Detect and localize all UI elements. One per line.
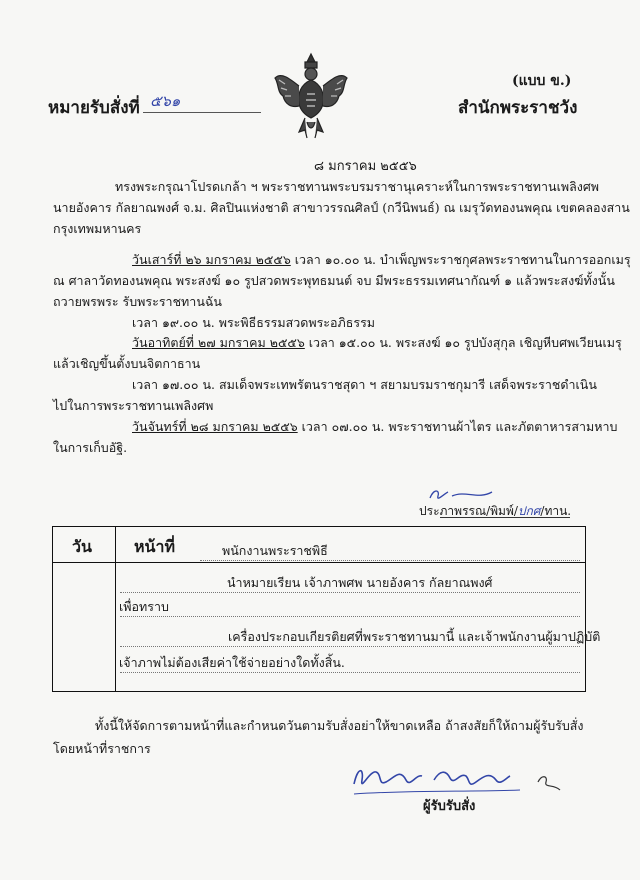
schedule-1-text: เวลา ๑๐.๐๐ น. บำเพ็ญพระราชกุศลพระราชทานในการออกเมรุ xyxy=(290,252,631,267)
duty-row-1-dots xyxy=(200,560,580,561)
closing-line-1: ทั้งนี้ให้จัดการตามหน้าที่และกำหนดวันตามรับสั่งอย่าให้ขาดเหลือ ถ้าสงสัยก็ให้ถามผู้รับรับสั่ง xyxy=(95,718,584,733)
intro-line-3: กรุงเทพมหานคร xyxy=(53,221,142,236)
office-name: สำนักพระราชวัง xyxy=(458,98,578,118)
schedule-1-line-1 xyxy=(132,251,631,269)
duty-table-header-line xyxy=(52,562,586,563)
order-number: ๕๖๑ xyxy=(150,92,181,110)
schedule-2-text: เวลา ๑๕.๐๐ น. พระสงฆ์ ๑๐ รูปบังสุกุล เชิญหีบศพเวียนเมรุ xyxy=(304,335,622,350)
initials-underline xyxy=(440,517,570,518)
schedule-3-line-1 xyxy=(132,418,617,436)
document-date: ๘ มกราคม ๒๕๕๖ xyxy=(314,159,417,174)
schedule-3-day: วันจันทร์ที่ ๒๘ มกราคม ๒๕๕๖ xyxy=(132,419,298,434)
schedule-2-line-3: เวลา ๑๗.๐๐ น. สมเด็จพระเทพรัตนราชสุดา ฯ สยามบรมราชกุมารี เสด็จพระราชดำเนิน xyxy=(132,377,597,392)
schedule-1-line-2: ณ ศาลาวัดทองนพคุณ พระสงฆ์ ๑๐ รูปสวดพระพุทธมนต์ จบ มีพระธรรมเทศนากัณฑ์ ๑ แล้วพระสงฆ์ทั้งนั้น xyxy=(53,273,615,288)
closing-line-2: โดยหน้าที่ราชการ xyxy=(53,741,151,756)
intro-line-1: ทรงพระกรุณาโปรดเกล้า ฯ พระราชทานพระบรมราชานุเคราะห์ในการพระราชทานเพลิงศพ xyxy=(115,179,600,194)
schedule-2-line-4: ไปในการพระราชทานเพลิงศพ xyxy=(53,398,214,413)
order-number-underline xyxy=(143,112,261,113)
schedule-1-day: วันเสาร์ที่ ๒๖ มกราคม ๒๕๕๖ xyxy=(132,252,291,267)
typist-suffix: /ทาน. xyxy=(540,504,572,518)
duty-row-2-dots xyxy=(120,592,580,593)
table-header-duty: หน้าที่ xyxy=(134,537,176,556)
schedule-1-line-4: เวลา ๑๙.๐๐ น. พระพิธีธรรมสวดพระอภิธรรม xyxy=(132,315,376,330)
schedule-1-line-3: ถวายพรพระ รับพระราชทานฉัน xyxy=(53,294,222,309)
duty-row-5: เจ้าภาพไม่ต้องเสียค่าใช้จ่ายอย่างใดทั้งสิ้น. xyxy=(119,655,345,670)
schedule-2-line-1 xyxy=(132,334,622,352)
typist-handwritten: ปกศ xyxy=(517,504,541,518)
duty-row-3: เพื่อทราบ xyxy=(119,599,169,614)
typist-label: ประภาพรรณ/พิมพ์/ xyxy=(419,504,518,518)
duty-table-column-divider xyxy=(115,526,116,692)
garuda-emblem xyxy=(271,50,351,142)
duty-row-3-dots xyxy=(120,616,580,617)
receiver-label: ผู้รับรับสั่ง xyxy=(423,799,476,814)
receiver-signature xyxy=(350,760,570,800)
typist-initials xyxy=(419,502,571,521)
form-type: (แบบ ข.) xyxy=(512,73,572,89)
order-label: หมายรับสั่งที่ xyxy=(48,98,140,118)
duty-row-4-dots xyxy=(120,646,580,647)
schedule-3-line-2: ในการเก็บอัฐิ. xyxy=(53,440,128,455)
schedule-2-day: วันอาทิตย์ที่ ๒๗ มกราคม ๒๕๕๖ xyxy=(132,335,305,350)
table-header-day: วัน xyxy=(72,537,92,556)
schedule-2-line-2: แล้วเชิญขึ้นตั้งบนจิตกาธาน xyxy=(53,356,201,371)
duty-row-1: พนักงานพระราชพิธี xyxy=(222,543,328,558)
intro-line-2: นายอังคาร กัลยาณพงศ์ จ.ม. ศิลปินแห่งชาติ สาขาวรรณศิลป์ (กวีนิพนธ์) ณ เมรุวัดทองนพคุณ เขตคลองสาน xyxy=(53,200,630,215)
schedule-3-text: เวลา ๐๗.๐๐ น. พระราชทานผ้าไตร และภัตตาหารสามหาบ xyxy=(297,419,618,434)
duty-row-2: นำหมายเรียน เจ้าภาพศพ นายอังคาร กัลยาณพงศ์ xyxy=(227,575,493,590)
duty-row-4: เครื่องประกอบเกียรติยศที่พระราชทานมานี้ และเจ้าพนักงานผู้มาปฏิบัติ xyxy=(228,629,601,644)
duty-row-5-dots xyxy=(120,672,580,673)
